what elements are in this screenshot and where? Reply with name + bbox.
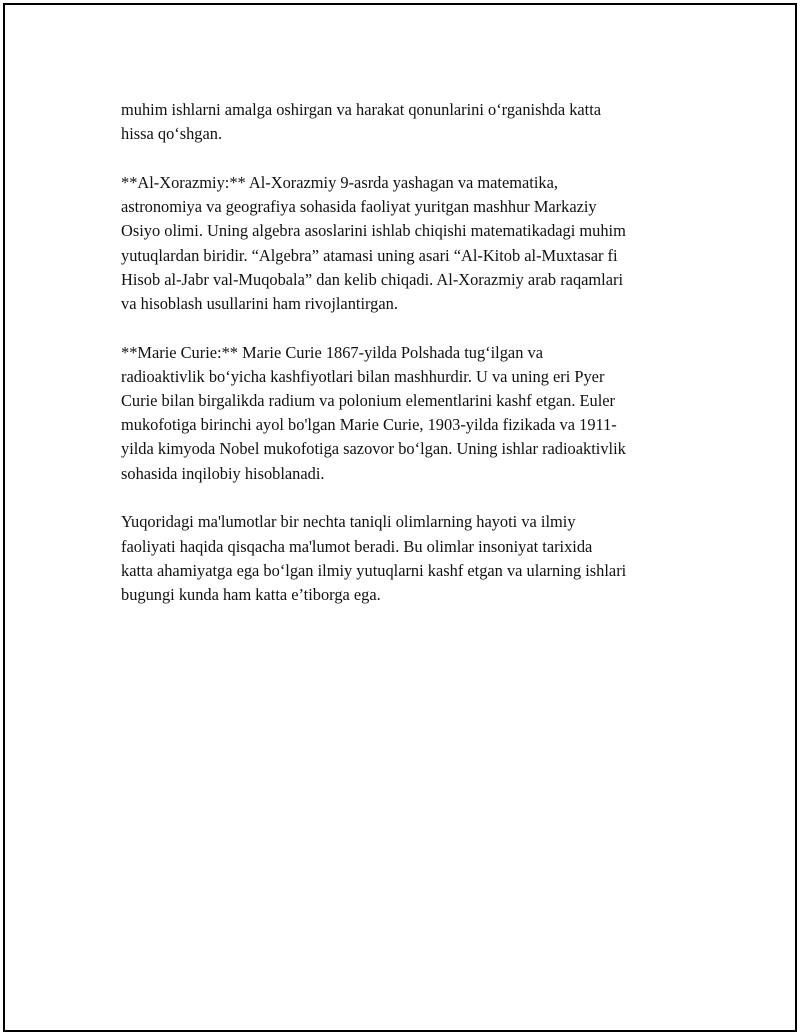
text-line: mukofotiga birinchi ayol bo'lgan Marie Curie, 1903-yilda fizikada va 1911-	[121, 415, 617, 435]
text-line: hissa qoʻshgan.	[121, 124, 223, 144]
text-line: va hisoblash usullarini ham rivojlantirgan.	[121, 293, 398, 313]
text-line: Osiyo olimi. Uning algebra asoslarini ishlab chiqishi matematikadagi muhim	[121, 221, 626, 241]
text-line: Yuqoridagi ma'lumotlar bir nechta taniqli olimlarning hayoti va ilmiy	[121, 512, 576, 532]
text-line: yilda kimyoda Nobel mukofotiga sazovor boʻlgan. Uning ishlar radioaktivlik	[121, 439, 626, 459]
paragraph-al-xorazmiy	[121, 171, 701, 316]
paragraph-marie-curie	[121, 341, 701, 486]
page-border	[3, 3, 797, 1032]
paragraph-intro-continuation	[121, 98, 701, 146]
text-line: Curie bilan birgalikda radium va polonium elementlarini kashf etgan. Euler	[121, 391, 616, 411]
text-line: astronomiya va geografiya sohasida faoliyat yuritgan mashhur Markaziy	[121, 197, 597, 217]
text-line: muhim ishlarni amalga oshirgan va harakat qonunlarini oʻrganishda katta	[121, 100, 602, 119]
text-line: **Al-Xorazmiy:** Al-Xorazmiy 9-asrda yashagan va matematika,	[121, 172, 558, 192]
text-line: yutuqlardan biridir. “Algebra” atamasi uning asari “Al-Kitob al-Muxtasar fi	[121, 245, 618, 265]
text-line: radioaktivlik boʻyicha kashfiyotlari bilan mashhurdir. U va uning eri Pyer	[121, 366, 605, 386]
document-body	[121, 98, 701, 632]
text-line: **Marie Curie:** Marie Curie 1867-yilda Polshada tugʻilgan va	[121, 342, 543, 362]
text-line: katta ahamiyatga ega boʻlgan ilmiy yutuqlarni kashf etgan va ularning ishlari	[121, 560, 627, 580]
paragraph-conclusion	[121, 510, 701, 607]
text-line: sohasida inqilobiy hisoblanadi.	[121, 463, 325, 483]
text-line: faoliyati haqida qisqacha ma'lumot beradi. Bu olimlar insoniyat tarixida	[121, 536, 593, 556]
text-line: Hisob al-Jabr val-Muqobala” dan kelib chiqadi. Al-Xorazmiy arab raqamlari	[121, 269, 624, 289]
text-line: bugungi kunda ham katta e’tiborga ega.	[121, 584, 381, 604]
